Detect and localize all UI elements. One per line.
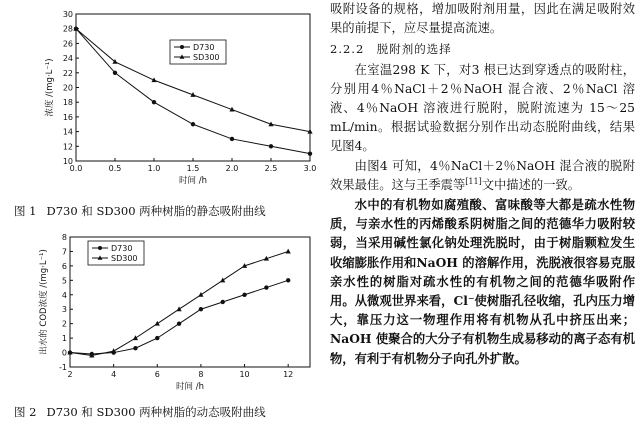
y-tick-label: 3	[61, 305, 67, 315]
y-tick-label: 8	[61, 233, 67, 242]
y-tick-label: 26	[62, 39, 73, 49]
body-text-column	[330, 0, 635, 368]
figure-1-caption-number: 图 1	[14, 204, 37, 218]
data-point-sd300	[111, 348, 116, 353]
data-point-d730	[113, 71, 117, 75]
data-point-d730	[230, 137, 234, 141]
y-tick-label: 1	[61, 334, 67, 344]
data-point-sd300	[286, 249, 291, 254]
figure-1	[20, 4, 320, 199]
legend-label-sd300: SD300	[193, 53, 220, 62]
series-line-sd300	[70, 251, 288, 355]
y-tick-label: 12	[62, 142, 73, 152]
legend-marker-d730	[180, 45, 184, 49]
paragraph-figure4-result	[330, 157, 635, 195]
figure-2-caption-text: D730 和 SD300 两种树脂的动态吸附曲线	[46, 405, 266, 419]
figure-2-caption-number: 图 2	[14, 405, 37, 419]
y-tick-label: 7	[61, 247, 67, 257]
y-tick-label: 24	[62, 54, 73, 64]
legend-label-d730: D730	[193, 43, 215, 52]
series-line-d730	[70, 280, 288, 354]
section-heading-desorbent: 2.2.2 脱附剂的选择	[330, 42, 452, 57]
figure-2	[20, 227, 320, 399]
data-point-d730	[308, 151, 312, 155]
figure-1-caption	[14, 203, 266, 219]
figure-2-caption	[14, 404, 266, 420]
x-tick-label: 8	[198, 370, 204, 379]
x-tick-label: 1.5	[186, 164, 200, 173]
plot-frame	[76, 14, 310, 161]
data-point-d730	[152, 100, 156, 104]
data-point-d730	[155, 336, 159, 340]
x-tick-label: 2	[67, 370, 73, 379]
paragraph-figure4-text-a: 由图4 可知，4％NaCl＋2％NaOH 混合液的脱附效果最佳。这与王季震等	[330, 158, 635, 192]
x-tick-label: 4	[111, 370, 117, 379]
data-point-d730	[221, 300, 225, 304]
x-tick-label: 0.0	[69, 164, 83, 173]
x-tick-label: 12	[283, 370, 294, 379]
data-point-sd300	[155, 321, 160, 326]
y-tick-label: 30	[62, 10, 73, 19]
reference-11: [11]	[465, 176, 482, 186]
y-tick-label: 10	[62, 157, 73, 166]
legend	[88, 241, 144, 265]
legend-label-d730: D730	[111, 244, 133, 253]
y-tick-label: 22	[62, 68, 73, 78]
data-point-d730	[177, 321, 181, 325]
y-tick-label: 4	[61, 290, 67, 300]
x-tick-label: 0.5	[108, 164, 122, 173]
y-tick-label: 16	[62, 112, 73, 122]
legend-label-sd300: SD300	[111, 254, 138, 263]
paragraph-figure4-text-b: 文中描述的一致。	[481, 177, 581, 192]
y-axis-label: 浓度 /(mg·L⁻¹)	[45, 58, 55, 117]
x-axis-label: 时间 /h	[176, 382, 204, 392]
data-point-d730	[264, 285, 268, 289]
y-axis-label: 出水的 COD浓度 /(mg·L⁻¹)	[39, 249, 49, 355]
x-tick-label: 3.0	[303, 164, 317, 173]
paragraph-desorption-method: 在室温298 K 下，对3 根已达到穿透点的吸附柱，分别用4％NaCl＋2％NaOH 混合液、2％NaCl 溶液、4％NaOH 溶液进行脱附，脱附流速为 15～25 mL/min。根据试验数据分别作出动态脱附曲线，结果见图4。	[330, 62, 635, 154]
y-tick-label: 18	[62, 98, 73, 108]
data-point-sd300	[176, 306, 181, 311]
figure-2-chart	[20, 227, 320, 399]
y-tick-label: 20	[62, 83, 73, 93]
x-tick-label: 2.0	[225, 164, 239, 173]
data-point-d730	[242, 293, 246, 297]
y-tick-label: 2	[61, 319, 67, 329]
y-tick-label: 28	[62, 24, 73, 34]
y-tick-label: -1	[59, 363, 67, 372]
legend	[170, 40, 226, 64]
data-point-sd300	[198, 292, 203, 297]
data-point-d730	[286, 278, 290, 282]
x-tick-label: 10	[239, 370, 250, 379]
x-tick-label: 2.5	[264, 164, 278, 173]
y-tick-label: 14	[62, 127, 73, 137]
data-point-d730	[269, 144, 273, 148]
x-axis-label: 时间 /h	[179, 176, 207, 186]
paragraph-flow-rate: 吸附设备的规格，增加吸附剂用量，因此在满足吸附效果的前提下，应尽量提高流速。	[330, 2, 635, 36]
data-point-d730	[133, 346, 137, 350]
y-tick-label: 0	[61, 348, 67, 358]
figure-1-caption-text: D730 和 SD300 两种树脂的静态吸附曲线	[46, 204, 266, 218]
data-point-d730	[191, 122, 195, 126]
data-point-d730	[199, 307, 203, 311]
paragraph-mechanism: 水中的有机物如腐殖酸、富味酸等大都是疏水性物质，与亲水性的丙烯酸系阴树脂之间的范德华力吸附较弱，当采用碱性氯化钠处理洗脱时，由于树脂颗粒发生收缩膨胀作用和NaOH 的溶解作用，洗脱液很容易克服亲水性的树脂对疏水性的有机物之间的范德华吸附作用。从微观世界来看，Cl⁻使树脂孔径收缩，孔内压力增大，靠压力这一物理作用将有机物从孔中挤压出来；NaOH 使聚合的大分子有机物生成易移动的离子态有机物，有利于有机物分子向孔外扩散。	[330, 197, 635, 366]
x-tick-label: 1.0	[147, 164, 161, 173]
data-point-sd300	[133, 335, 138, 340]
y-tick-label: 5	[61, 276, 67, 286]
figure-1-chart	[20, 4, 320, 199]
data-point-sd300	[220, 278, 225, 283]
x-tick-label: 6	[154, 370, 160, 379]
y-tick-label: 6	[61, 261, 67, 271]
legend-marker-d730	[98, 246, 102, 250]
